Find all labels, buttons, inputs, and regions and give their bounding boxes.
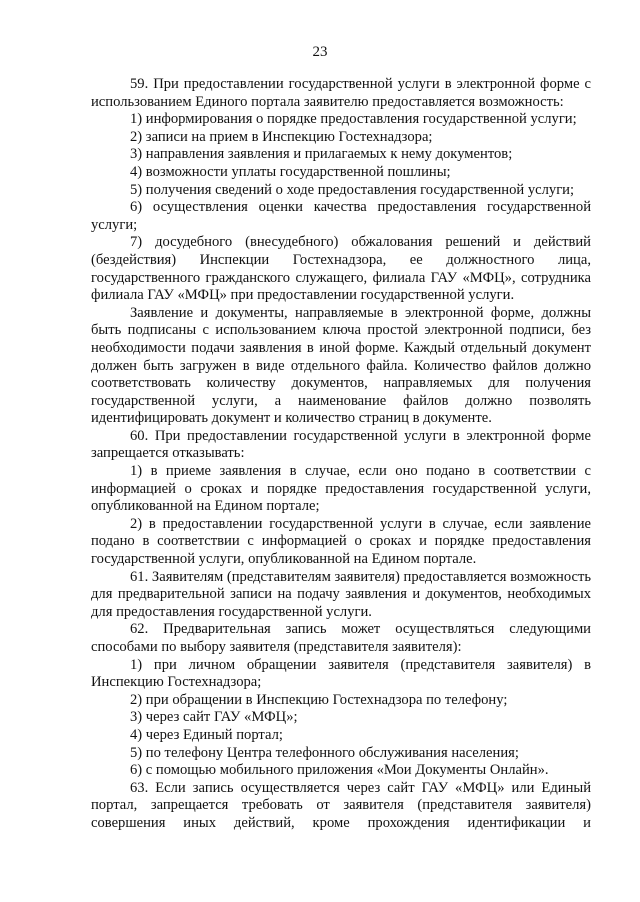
list-item: 5) по телефону Центра телефонного обслуживания населения; xyxy=(130,744,519,761)
list-item: 2) при обращении в Инспекцию Гостехнадзора по телефону; xyxy=(130,691,508,708)
document-body xyxy=(91,76,591,833)
list-item: 6) осуществления оценки качества предоставления государственной услуги; xyxy=(91,199,591,233)
list-item: 7) досудебного (внесудебного) обжалования решений и действий (бездействия) Инспекции Гостехнадзора, ее должностного лица, государственного гражданского служащего, филиала ГАУ «МФЦ», сотрудника филиала ГАУ «МФЦ» при предоставлении государственной услуги. xyxy=(91,234,591,304)
list-item: 2) в предоставлении государственной услуги в случае, если заявление подано в соответствии с информацией о сроках и порядке предоставления государственной услуги, опубликованной на Едином портале. xyxy=(91,515,591,568)
list-item: 4) возможности уплаты государственной пошлины; xyxy=(130,163,451,180)
list-item: 1) информирования о порядке предоставления государственной услуги; xyxy=(130,111,577,128)
list-item: 3) направления заявления и прилагаемых к нему документов; xyxy=(130,146,513,163)
page-number: 23 xyxy=(312,44,328,60)
paragraph: Заявление и документы, направляемые в электронной форме, должны быть подписаны с использованием ключа простой электронной подписи, без необходимости подачи заявления в иной форме. Каждый отдельный документ должен быть загружен в виде отдельного файла. Количество файлов должно соответствовать количеству документов, направляемых для получения государственной услуги, а наименование файлов должно позволять идентифицировать документ и количество страниц в документе. xyxy=(91,304,591,427)
paragraph-62: 62. Предварительная запись может осуществляться следующими способами по выбору заявителя (представителя заявителя): xyxy=(91,621,591,655)
list-item: 1) в приеме заявления в случае, если оно подано в соответствии с информацией о сроках и порядке предоставления государственной услуги, опубликованной на Едином портале; xyxy=(91,463,591,515)
list-item: 1) при личном обращении заявителя (представителя заявителя) в Инспекцию Гостехнадзора; xyxy=(91,656,591,691)
paragraph-63: 63. Если запись осуществляется через сайт ГАУ «МФЦ» или Единый портал, запрещается требовать от заявителя (представителя заявителя) совершения иных действий, кроме прохождения идентификации и xyxy=(91,779,591,831)
list-item: 4) через Единый портал; xyxy=(130,726,283,743)
list-item: 2) записи на прием в Инспекцию Гостехнадзора; xyxy=(130,128,433,145)
paragraph-59: 59. При предоставлении государственной услуги в электронной форме с использованием Единого портала заявителю предоставляется возможность: xyxy=(91,76,591,110)
list-item: 6) с помощью мобильного приложения «Мои Документы Онлайн». xyxy=(130,762,549,779)
list-item: 3) через сайт ГАУ «МФЦ»; xyxy=(130,709,298,726)
paragraph-61: 61. Заявителям (представителям заявителя) предоставляется возможность для предварительной записи на подачу заявления и документов, необходимых для предоставления государственной услуги. xyxy=(91,568,591,620)
paragraph-60: 60. При предоставлении государственной услуги в электронной форме запрещается отказывать: xyxy=(91,427,591,462)
list-item: 5) получения сведений о ходе предоставления государственной услуги; xyxy=(130,181,575,198)
